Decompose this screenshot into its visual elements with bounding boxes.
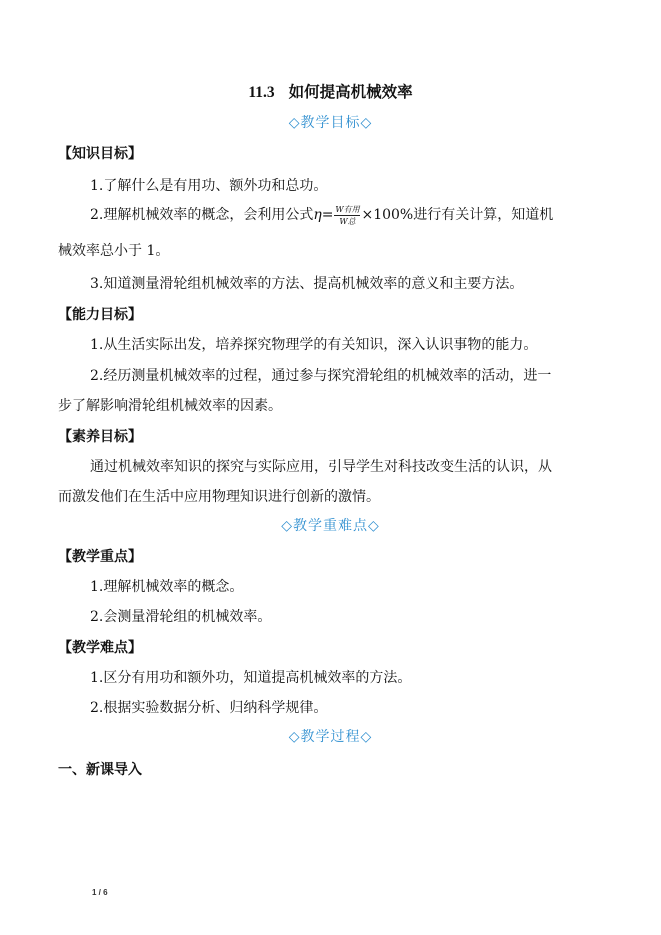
knowledge-item-2-continued: 械效率总小于 1。 [58,243,170,259]
fraction-denominator: W总 [339,216,356,226]
literacy-text-continued: 而激发他们在生活中应用物理知识进行创新的激情。 [58,489,380,505]
heading-ability: 【能力目标】 [58,307,142,323]
key-point-1: 1.理解机械效率的概念。 [90,579,244,595]
title-text: 如何提高机械效率 [288,83,413,101]
heading-knowledge: 【知识目标】 [58,146,142,162]
knowledge-item-1: 1.了解什么是有用功、额外功和总功。 [90,178,328,194]
heading-difficulties: 【教学难点】 [58,640,142,656]
section-process: ◇教学过程◇ [288,729,373,745]
page-number: 1 / 6 [92,888,108,897]
heading-literacy: 【素养目标】 [58,429,142,445]
knowledge-item-2-post: ×100%进行有关计算，知道机 [361,207,554,223]
difficulty-2: 2.根据实验数据分析、归纳科学规律。 [90,700,328,716]
difficulty-1: 1.区分有用功和额外功，知道提高机械效率的方法。 [90,670,412,686]
knowledge-item-2 [90,204,553,226]
heading-key-points: 【教学重点】 [58,549,142,565]
section-key-difficult: ◇教学重难点◇ [281,518,380,534]
title-number: 11.3 [248,84,275,101]
heading-intro: 一、新课导入 [58,762,142,778]
ability-item-2-continued: 步了解影响滑轮组机械效率的因素。 [58,398,282,414]
efficiency-fraction [334,205,360,226]
knowledge-item-3: 3.知道测量滑轮组机械效率的方法、提高机械效率的意义和主要方法。 [90,276,524,292]
literacy-text: 通过机械效率知识的探究与实际应用，引导学生对科技改变生活的认识，从 [90,459,552,475]
fraction-numerator: W有用 [335,204,360,214]
ability-item-2: 2.经历测量机械效率的过程，通过参与探究滑轮组的机械效率的活动，进一 [90,368,552,384]
efficiency-formula-lhs: η= [313,207,334,223]
ability-item-1: 1.从生活实际出发，培养探究物理学的有关知识，深入认识事物的能力。 [90,337,538,353]
fraction-bar [334,215,360,216]
knowledge-item-2-pre: 2.理解机械效率的概念，会利用公式 [90,207,314,223]
key-point-2: 2.会测量滑轮组的机械效率。 [90,609,272,625]
page-title [0,80,661,102]
section-objectives: ◇教学目标◇ [288,115,373,131]
